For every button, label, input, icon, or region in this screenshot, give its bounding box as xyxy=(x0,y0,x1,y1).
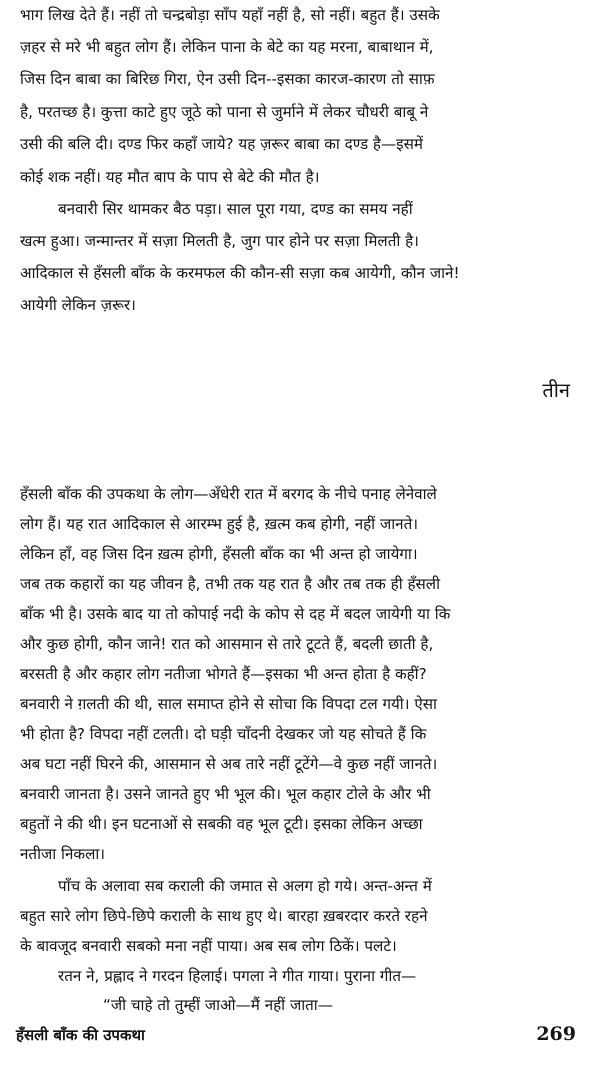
text-line: के बावजूद बनवारी सबको मना नहीं पाया। अब सब लोग ठिकें। पलटे। xyxy=(20,937,397,955)
text-line: खत्म हुआ। जन्मान्तर में सज़ा मिलती है, जुग पार होने पर सज़ा मिलती है। xyxy=(20,232,419,250)
text-line: लेकिन हाँ, वह जिस दिन ख़त्म होगी, हँसली बाँक का भी अन्त हो जायेगा। xyxy=(20,545,418,563)
text-line: बरसती है और कहार लोग नतीजा भोगते हैं—इसका भी अन्त होता है कहीं? xyxy=(20,665,427,683)
text-line: नतीजा निकला। xyxy=(20,845,106,863)
text-line: जिस दिन बाबा का बिरिछ गिरा, ऐन उसी दिन--इसका कारज-कारण तो साफ़ xyxy=(20,70,435,88)
text-line: बहुतों ने की थी। इन घटनाओं से सबकी वह भूल टूटी। इसका लेकिन अच्छा xyxy=(20,815,423,833)
text-line: आदिकाल से हँसली बाँक के करमफल की कौन-सी सज़ा कब आयेगी, कौन जाने! xyxy=(20,264,460,282)
text-line: जब तक कहारों का यह जीवन है, तभी तक यह रात है और तब तक ही हँसली xyxy=(20,575,441,593)
text-line: उसी की बलि दी। दण्ड फिर कहाँ जाये? यह ज़रूर बाबा का दण्ड है—इसमें xyxy=(20,135,423,153)
footer-book-title: हँसली बाँक की उपकथा xyxy=(16,1026,145,1044)
text-line: बनवारी सिर थामकर बैठ पड़ा। साल पूरा गया, दण्ड का समय नहीं xyxy=(58,200,413,218)
text-line: ज़हर से मरे भी बहुत लोग हैं। लेकिन पाना के बेटे का यह मरना, बाबाथान में, xyxy=(20,38,434,56)
text-line: पाँच के अलावा सब कराली की जमात से अलग हो गये। अन्त-अन्त में xyxy=(58,877,432,895)
text-line: आयेगी लेकिन ज़रूर। xyxy=(20,296,136,314)
text-line: है, परतच्छ है। कुत्ता काटे हुए जूठे को पाना से जुर्माने में लेकर चौधरी बाबू ने xyxy=(20,103,429,121)
text-line: बाँक भी है। उसके बाद या तो कोपाई नदी के कोप से दह में बदल जायेगी या कि xyxy=(20,605,451,623)
song-quote: “जी चाहे तो तुम्हीं जाओ—मैं नहीं जाता— xyxy=(103,996,333,1014)
text-line: हँसली बाँक की उपकथा के लोग—अँधेरी रात में बरगद के नीचे पनाह लेनेवाले xyxy=(20,485,437,503)
text-line: अब घटा नहीं घिरने की, आसमान से अब तारे नहीं टूटेंगे—वे कुछ नहीं जानते। xyxy=(20,755,438,773)
text-line: कोई शक नहीं। यह मौत बाप के पाप से बेटे की मौत है। xyxy=(20,168,320,186)
text-line: लोग हैं। यह रात आदिकाल से आरम्भ हुई है, ख़त्म कब होगी, नहीं जानते। xyxy=(20,515,418,533)
text-line: भी होता है? विपदा नहीं टलती। दो घड़ी चाँदनी देखकर जो यह सोचते हैं कि xyxy=(20,725,427,743)
text-line: बहुत सारे लोग छिपे-छिपे कराली के साथ हुए थे। बारहा ख़बरदार करते रहने xyxy=(20,907,428,925)
text-line: भाग लिख देते हैं। नहीं तो चन्द्रबोड़ा साँप यहाँ नहीं है, सो नहीं। बहुत हैं। उसके xyxy=(20,6,440,24)
chapter-heading: तीन xyxy=(542,378,570,402)
text-line: रतन ने, प्रह्लाद ने गरदन हिलाई। पगला ने गीत गाया। पुराना गीत— xyxy=(58,967,417,985)
text-line: बनवारी जानता है। उसने जानते हुए भी भूल की। भूल कहार टोले के और भी xyxy=(20,785,431,803)
text-line: और कुछ होगी, कौन जाने! रात को आसमान से तारे टूटते हैं, बदली छाती है, xyxy=(20,635,434,653)
page-number: 269 xyxy=(536,1023,576,1045)
text-line: बनवारी ने ग़लती की थी, साल समाप्त होने से सोचा कि विपदा टल गयी। ऐसा xyxy=(20,695,437,713)
